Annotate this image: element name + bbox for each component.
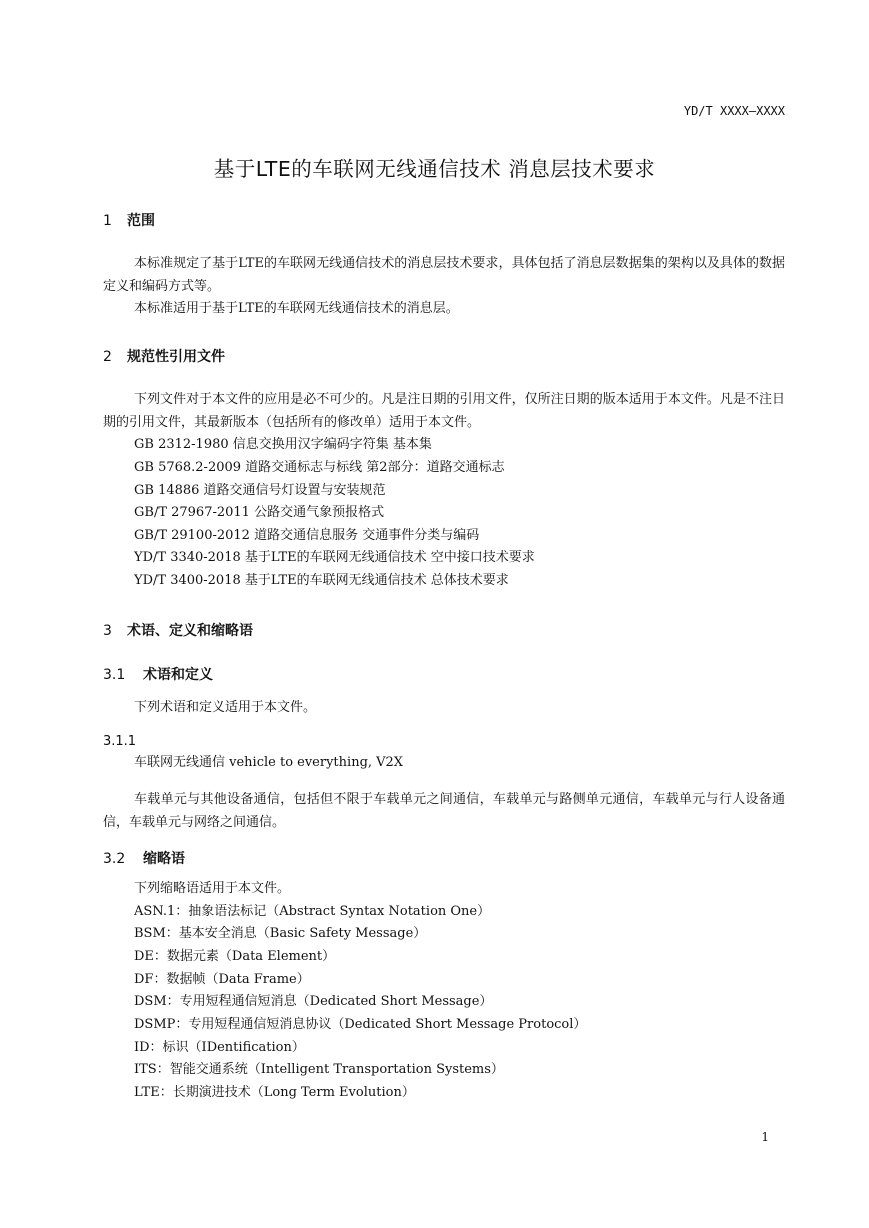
document-code: YD/T XXXX—XXXX <box>683 104 785 118</box>
reference-item: YD/T 3340-2018 基于LTE的车联网无线通信技术 空中接口技术要求 <box>134 550 535 565</box>
abbreviation-item: LTE：长期演进技术（Long Term Evolution） <box>134 1085 415 1100</box>
reference-item: GB 14886 道路交通信号灯设置与安装规范 <box>134 483 386 498</box>
section-title: 规范性引用文件 <box>127 349 225 365</box>
subsection-title: 缩略语 <box>143 851 185 867</box>
abbreviation-item: ASN.1：抽象语法标记（Abstract Syntax Notation One） <box>134 904 491 919</box>
abbreviation-item: DF：数据帧（Data Frame） <box>134 972 310 987</box>
reference-item: GB 2312-1980 信息交换用汉字编码字符集 基本集 <box>134 437 432 452</box>
reference-item: GB/T 29100-2012 道路交通信息服务 交通事件分类与编码 <box>134 528 480 543</box>
section-number: 2 <box>103 349 112 365</box>
section-title: 范围 <box>127 213 155 229</box>
subsection-number: 3.1 <box>103 667 126 683</box>
section-1-paragraph: 本标准适用于基于LTE的车联网无线通信技术的消息层。 <box>134 301 459 316</box>
subsection-3-1-heading <box>103 664 213 684</box>
section-2-intro: 下列文件对于本文件的应用是必不可少的。凡是注日期的引用文件，仅所注日期的版本适用于本文件。凡是不注日期的引用文件，其最新版本（包括所有的修改单）适用于本文件。 <box>103 392 785 430</box>
term-name: 车联网无线通信 vehicle to everything, V2X <box>134 755 404 770</box>
reference-item: GB/T 27967-2011 公路交通气象预报格式 <box>134 505 385 520</box>
section-2-heading <box>103 346 225 366</box>
subsection-title: 术语和定义 <box>143 667 213 683</box>
subsection-3-1-intro: 下列术语和定义适用于本文件。 <box>134 700 317 715</box>
section-number: 1 <box>103 213 112 229</box>
abbreviation-item: DSM：专用短程通信短消息（Dedicated Short Message） <box>134 994 493 1009</box>
section-1-paragraph: 本标准规定了基于LTE的车联网无线通信技术的消息层技术要求，具体包括了消息层数据集的架构以及具体的数据定义和编码方式等。 <box>103 256 785 294</box>
section-title: 术语、定义和缩略语 <box>127 623 253 639</box>
subsection-3-2-heading <box>103 848 185 868</box>
subsection-number: 3.2 <box>103 851 126 867</box>
abbreviation-item: ITS：智能交通系统（Intelligent Transportation Systems） <box>134 1062 504 1077</box>
abbreviation-item: DE：数据元素（Data Element） <box>134 949 336 964</box>
term-number: 3.1.1 <box>103 734 137 749</box>
reference-item: YD/T 3400-2018 基于LTE的车联网无线通信技术 总体技术要求 <box>134 573 509 588</box>
abbreviation-item: ID：标识（IDentification） <box>134 1040 305 1055</box>
abbreviation-item: DSMP：专用短程通信短消息协议（Dedicated Short Message Protocol） <box>134 1017 587 1032</box>
section-1-heading <box>103 210 155 230</box>
section-number: 3 <box>103 623 112 639</box>
document-title: 基于LTE的车联网无线通信技术 消息层技术要求 <box>213 157 656 181</box>
section-3-heading <box>103 620 253 640</box>
page-number: 1 <box>761 1130 769 1144</box>
subsection-3-2-intro: 下列缩略语适用于本文件。 <box>134 881 291 896</box>
term-definition: 车载单元与其他设备通信，包括但不限于车载单元之间通信，车载单元与路侧单元通信，车载单元与行人设备通信，车载单元与网络之间通信。 <box>103 792 785 830</box>
reference-item: GB 5768.2-2009 道路交通标志与标线 第2部分：道路交通标志 <box>134 460 505 475</box>
abbreviation-item: BSM：基本安全消息（Basic Safety Message） <box>134 926 427 941</box>
